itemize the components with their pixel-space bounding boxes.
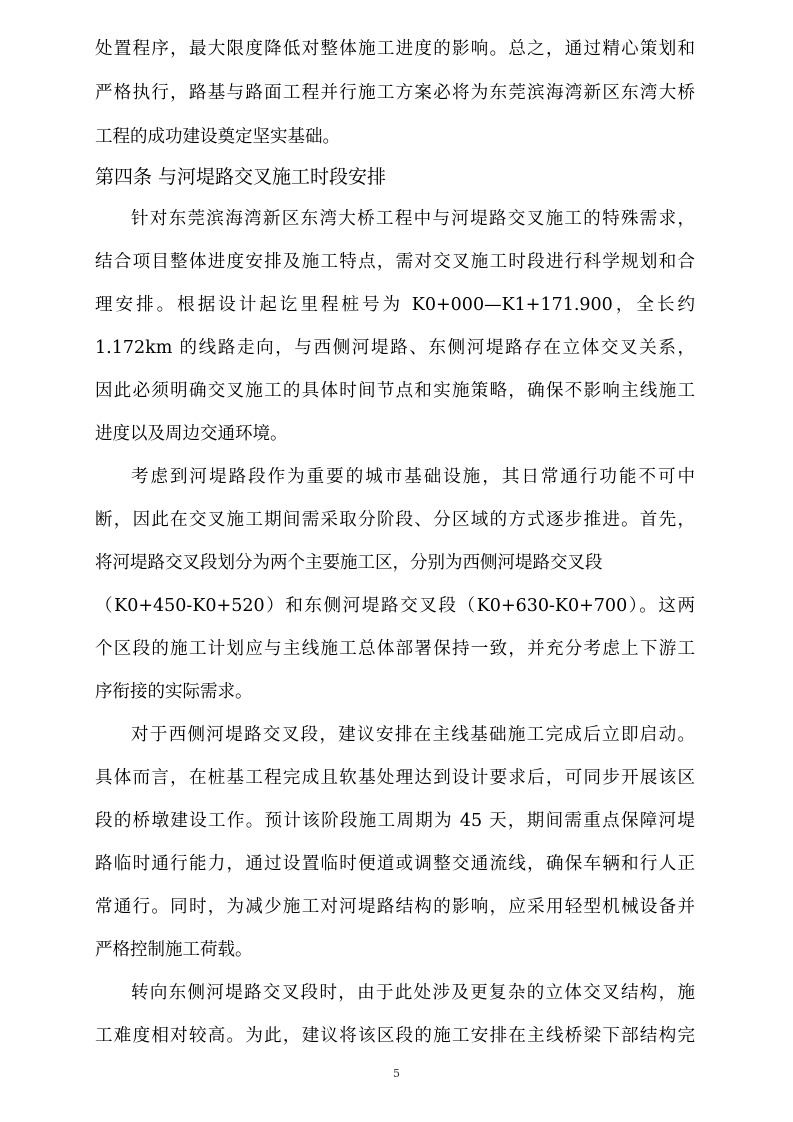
text-line: 断，因此在交叉施工期间需采取分阶段、分区域的方式逐步推进。首先，	[95, 510, 695, 530]
text-line: 严格执行，路基与路面工程并行施工方案必将为东莞滨海湾新区东湾大桥	[95, 83, 695, 103]
text-line: 将河堤路交叉段划分为两个主要施工区，分别为西侧河堤路交叉段	[95, 553, 603, 573]
text-line: 考虑到河堤路段作为重要的城市基础设施，其日常通行功能不可中	[131, 467, 695, 487]
text-line: 因此必须明确交叉施工的具体时间节点和实施策略，确保不影响主线施工	[95, 381, 695, 401]
text-line: 理安排。根据设计起讫里程桩号为 K0+000—K1+171.900，全长约	[95, 295, 695, 315]
text-line: 对于西侧河堤路交叉段，建议安排在主线基础施工完成后立即启动。	[131, 725, 695, 745]
text-line: 转向东侧河堤路交叉段时，由于此处涉及更复杂的立体交叉结构，施	[131, 983, 695, 1003]
text-line: 进度以及周边交通环境。	[95, 424, 288, 444]
text-line: 严格控制施工荷载。	[95, 940, 253, 960]
text-line: 常通行。同时，为减少施工对河堤路结构的影响，应采用轻型机械设备并	[95, 897, 695, 917]
text-line: 针对东莞滨海湾新区东湾大桥工程中与河堤路交叉施工的特殊需求，	[131, 209, 695, 229]
text-line: 工难度相对较高。为此，建议将该区段的施工安排在主线桥梁下部结构完	[95, 1026, 695, 1046]
text-line: 序衔接的实际需求。	[95, 682, 253, 702]
text-line: 工程的成功建设奠定坚实基础。	[95, 127, 340, 147]
section-heading: 第四条 与河堤路交叉施工时段安排	[95, 166, 387, 188]
text-line: 处置程序，最大限度降低对整体施工进度的影响。总之，通过精心策划和	[95, 39, 695, 59]
text-line: 路临时通行能力，通过设置临时便道或调整交通流线，确保车辆和行人正	[95, 854, 695, 874]
text-line: （K0+450-K0+520）和东侧河堤路交叉段（K0+630-K0+700）。这两	[95, 596, 695, 616]
page-number: 5	[393, 1067, 400, 1080]
text-line: 结合项目整体进度安排及施工特点，需对交叉施工时段进行科学规划和合	[95, 252, 695, 272]
text-line: 具体而言，在桩基工程完成且软基处理达到设计要求后，可同步开展该区	[95, 768, 695, 788]
text-line: 段的桥墩建设工作。预计该阶段施工周期为 45 天，期间需重点保障河堤	[95, 811, 695, 831]
text-line: 1.172km 的线路走向，与西侧河堤路、东侧河堤路存在立体交叉关系，	[95, 338, 695, 358]
text-line: 个区段的施工计划应与主线施工总体部署保持一致，并充分考虑上下游工	[95, 639, 695, 659]
